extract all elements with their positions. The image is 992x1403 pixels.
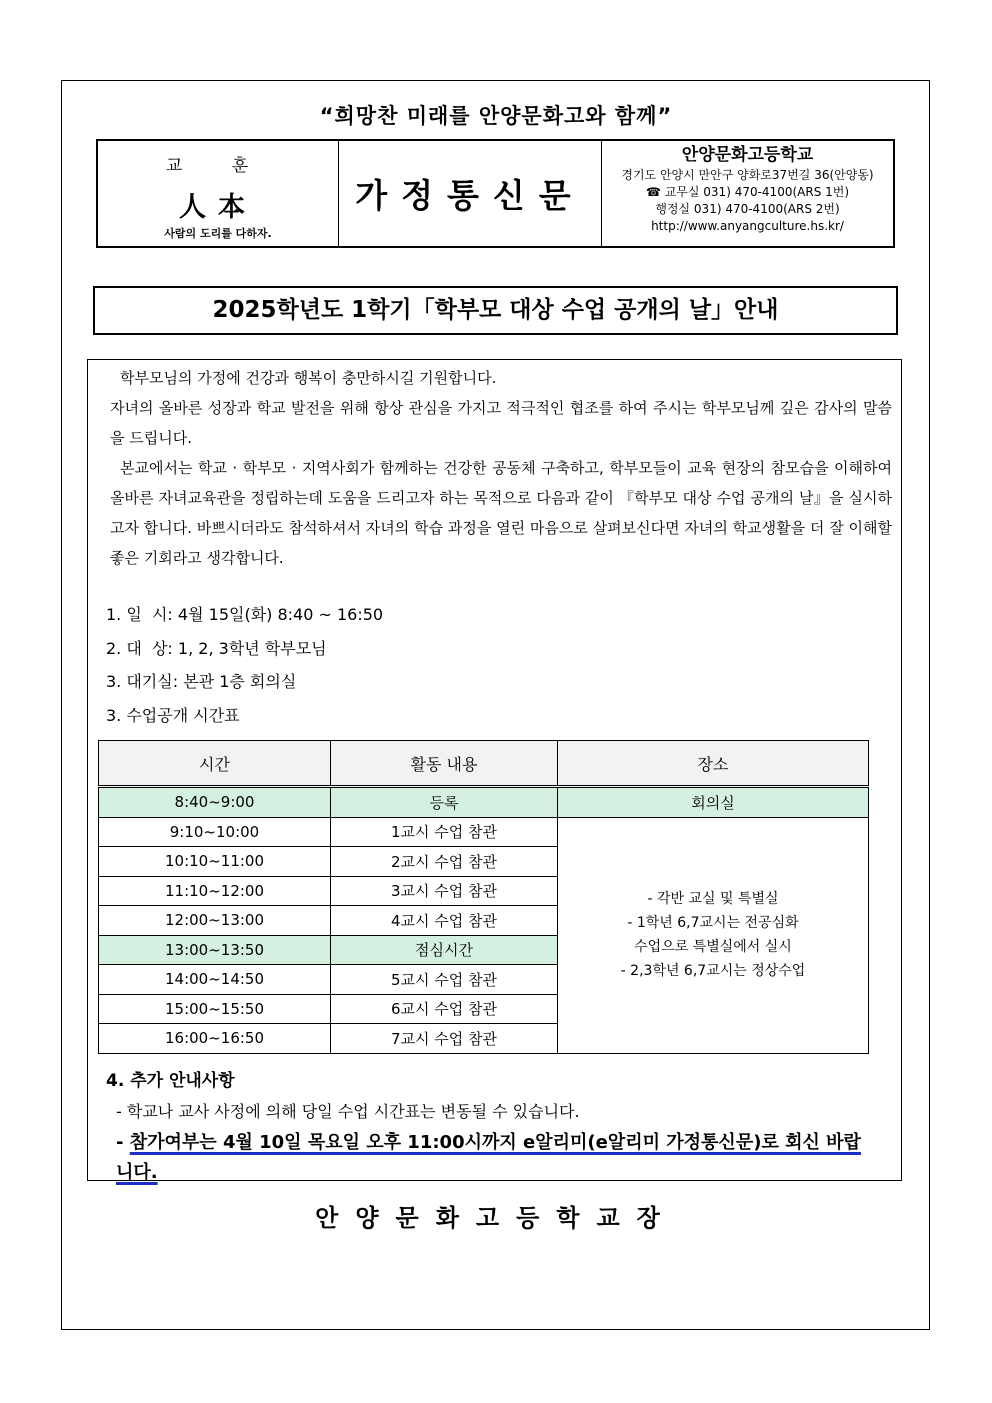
cell-activity: 1교시 수업 참관 bbox=[331, 817, 558, 847]
intro-text bbox=[110, 363, 892, 573]
motto-main: 人本 bbox=[179, 192, 257, 223]
intro-purpose: 본교에서는 학교 · 학부모 · 지역사회가 함께하는 건강한 공동체 구축하고, 학부모들이 교육 현장의 참모습을 이해하여 올바른 자녀교육관을 정립하는데 도움을 드리고자 하는 목적으로 다음과 같이 『학부모 대상 수업 공개의 날』을 실시하고자 합니다. 바쁘시더라도 참석하셔서 자녀의 학습 과정을 열린 마음으로 살펴보신다면 자녀의 학교생활을 더 잘 이해할 좋은 기회라고 생각합니다. bbox=[110, 459, 892, 567]
cell-activity: 점심시간 bbox=[331, 935, 558, 965]
header-time: 시간 bbox=[99, 741, 331, 787]
cell-time: 9:10~10:00 bbox=[99, 817, 331, 847]
cell-activity: 3교시 수업 참관 bbox=[331, 876, 558, 906]
cell-activity: 2교시 수업 참관 bbox=[331, 847, 558, 877]
header-activity: 활동 내용 bbox=[331, 741, 558, 787]
intro-thanks: 자녀의 올바른 성장과 학교 발전을 위해 항상 관심을 가지고 적극적인 협조를 하여 주시는 학부모님께 깊은 감사의 말씀을 드립니다. bbox=[110, 399, 892, 447]
cell-activity: 6교시 수업 참관 bbox=[331, 994, 558, 1024]
place-note: - 1학년 6,7교시는 전공심화 bbox=[627, 915, 799, 931]
cell-activity: 4교시 수업 참관 bbox=[331, 906, 558, 936]
cell-time: 10:10~11:00 bbox=[99, 847, 331, 877]
note-bullet: - bbox=[116, 1132, 130, 1153]
place-note: - 각반 교실 및 특별실 bbox=[647, 891, 779, 907]
note-reply-deadline bbox=[106, 1128, 876, 1188]
cell-activity: 7교시 수업 참관 bbox=[331, 1024, 558, 1054]
cell-time: 8:40~9:00 bbox=[99, 787, 331, 818]
info-schedule-heading: 3. 수업공개 시간표 bbox=[106, 705, 240, 725]
cell-time: 14:00~14:50 bbox=[99, 965, 331, 995]
intro-greeting: 학부모님의 가정에 건강과 행복이 충만하시길 기원합니다. bbox=[120, 369, 497, 387]
letterhead bbox=[96, 139, 895, 248]
schedule-table bbox=[98, 740, 869, 1054]
cell-time: 12:00~13:00 bbox=[99, 906, 331, 936]
cell-activity: 5교시 수업 참관 bbox=[331, 965, 558, 995]
principal-signature: 안양문화고등학교장 bbox=[315, 1204, 677, 1232]
motto-subtitle: 사람의 도리를 다하자. bbox=[164, 227, 272, 240]
additional-notes bbox=[106, 1066, 876, 1188]
cell-time: 15:00~15:50 bbox=[99, 994, 331, 1024]
school-slogan: “희망찬 미래를 안양문화고와 함께” bbox=[319, 104, 673, 128]
cell-time: 16:00~16:50 bbox=[99, 1024, 331, 1054]
cell-place-merged bbox=[558, 817, 869, 1053]
notice-title: 2025학년도 1학기「학부모 대상 수업 공개의 날」안내 bbox=[93, 286, 898, 335]
info-list bbox=[106, 598, 383, 732]
cell-activity: 등록 bbox=[331, 787, 558, 818]
info-waiting-room: 3. 대기실: 본관 1층 회의실 bbox=[106, 672, 297, 691]
admin-office-phone: 행정실 031) 470-4100(ARS 2번) bbox=[655, 202, 840, 216]
notice-body bbox=[87, 359, 902, 1181]
document-type: 가정통신문 bbox=[339, 141, 602, 246]
note-schedule-change: - 학교나 교사 사정에 의해 당일 수업 시간표는 변동될 수 있습니다. bbox=[116, 1102, 580, 1121]
cell-time: 11:10~12:00 bbox=[99, 876, 331, 906]
table-row bbox=[99, 787, 869, 818]
place-note: - 2,3학년 6,7교시는 정상수업 bbox=[620, 963, 806, 979]
place-note: 수업으로 특별실에서 실시 bbox=[634, 939, 792, 955]
school-contact-box bbox=[602, 141, 893, 246]
reply-deadline-text: 참가여부는 4월 10일 목요일 오후 11:00시까지 e알리미(e알리미 가정통신문)로 회신 바랍니다. bbox=[116, 1132, 861, 1183]
additional-notes-heading: 4. 추가 안내사항 bbox=[106, 1071, 235, 1091]
school-motto-box bbox=[98, 141, 339, 246]
cell-place: 회의실 bbox=[558, 787, 869, 818]
info-date: 1. 일 시: 4월 15일(화) 8:40 ~ 16:50 bbox=[106, 605, 384, 624]
header-place: 장소 bbox=[558, 741, 869, 787]
info-target: 2. 대 상: 1, 2, 3학년 학부모님 bbox=[106, 638, 327, 658]
table-row bbox=[99, 817, 869, 847]
school-name: 안양문화고등학교 bbox=[681, 145, 814, 165]
school-address: 경기도 안양시 만안구 양화로37번길 36(안양동) bbox=[621, 168, 874, 182]
table-header-row bbox=[99, 741, 869, 787]
school-website[interactable]: http://www.anyangculture.hs.kr/ bbox=[651, 219, 844, 233]
cell-time: 13:00~13:50 bbox=[99, 935, 331, 965]
teacher-office-phone: ☎ 교무실 031) 470-4100(ARS 1번) bbox=[645, 185, 850, 199]
motto-label: 교 훈 bbox=[165, 156, 271, 176]
